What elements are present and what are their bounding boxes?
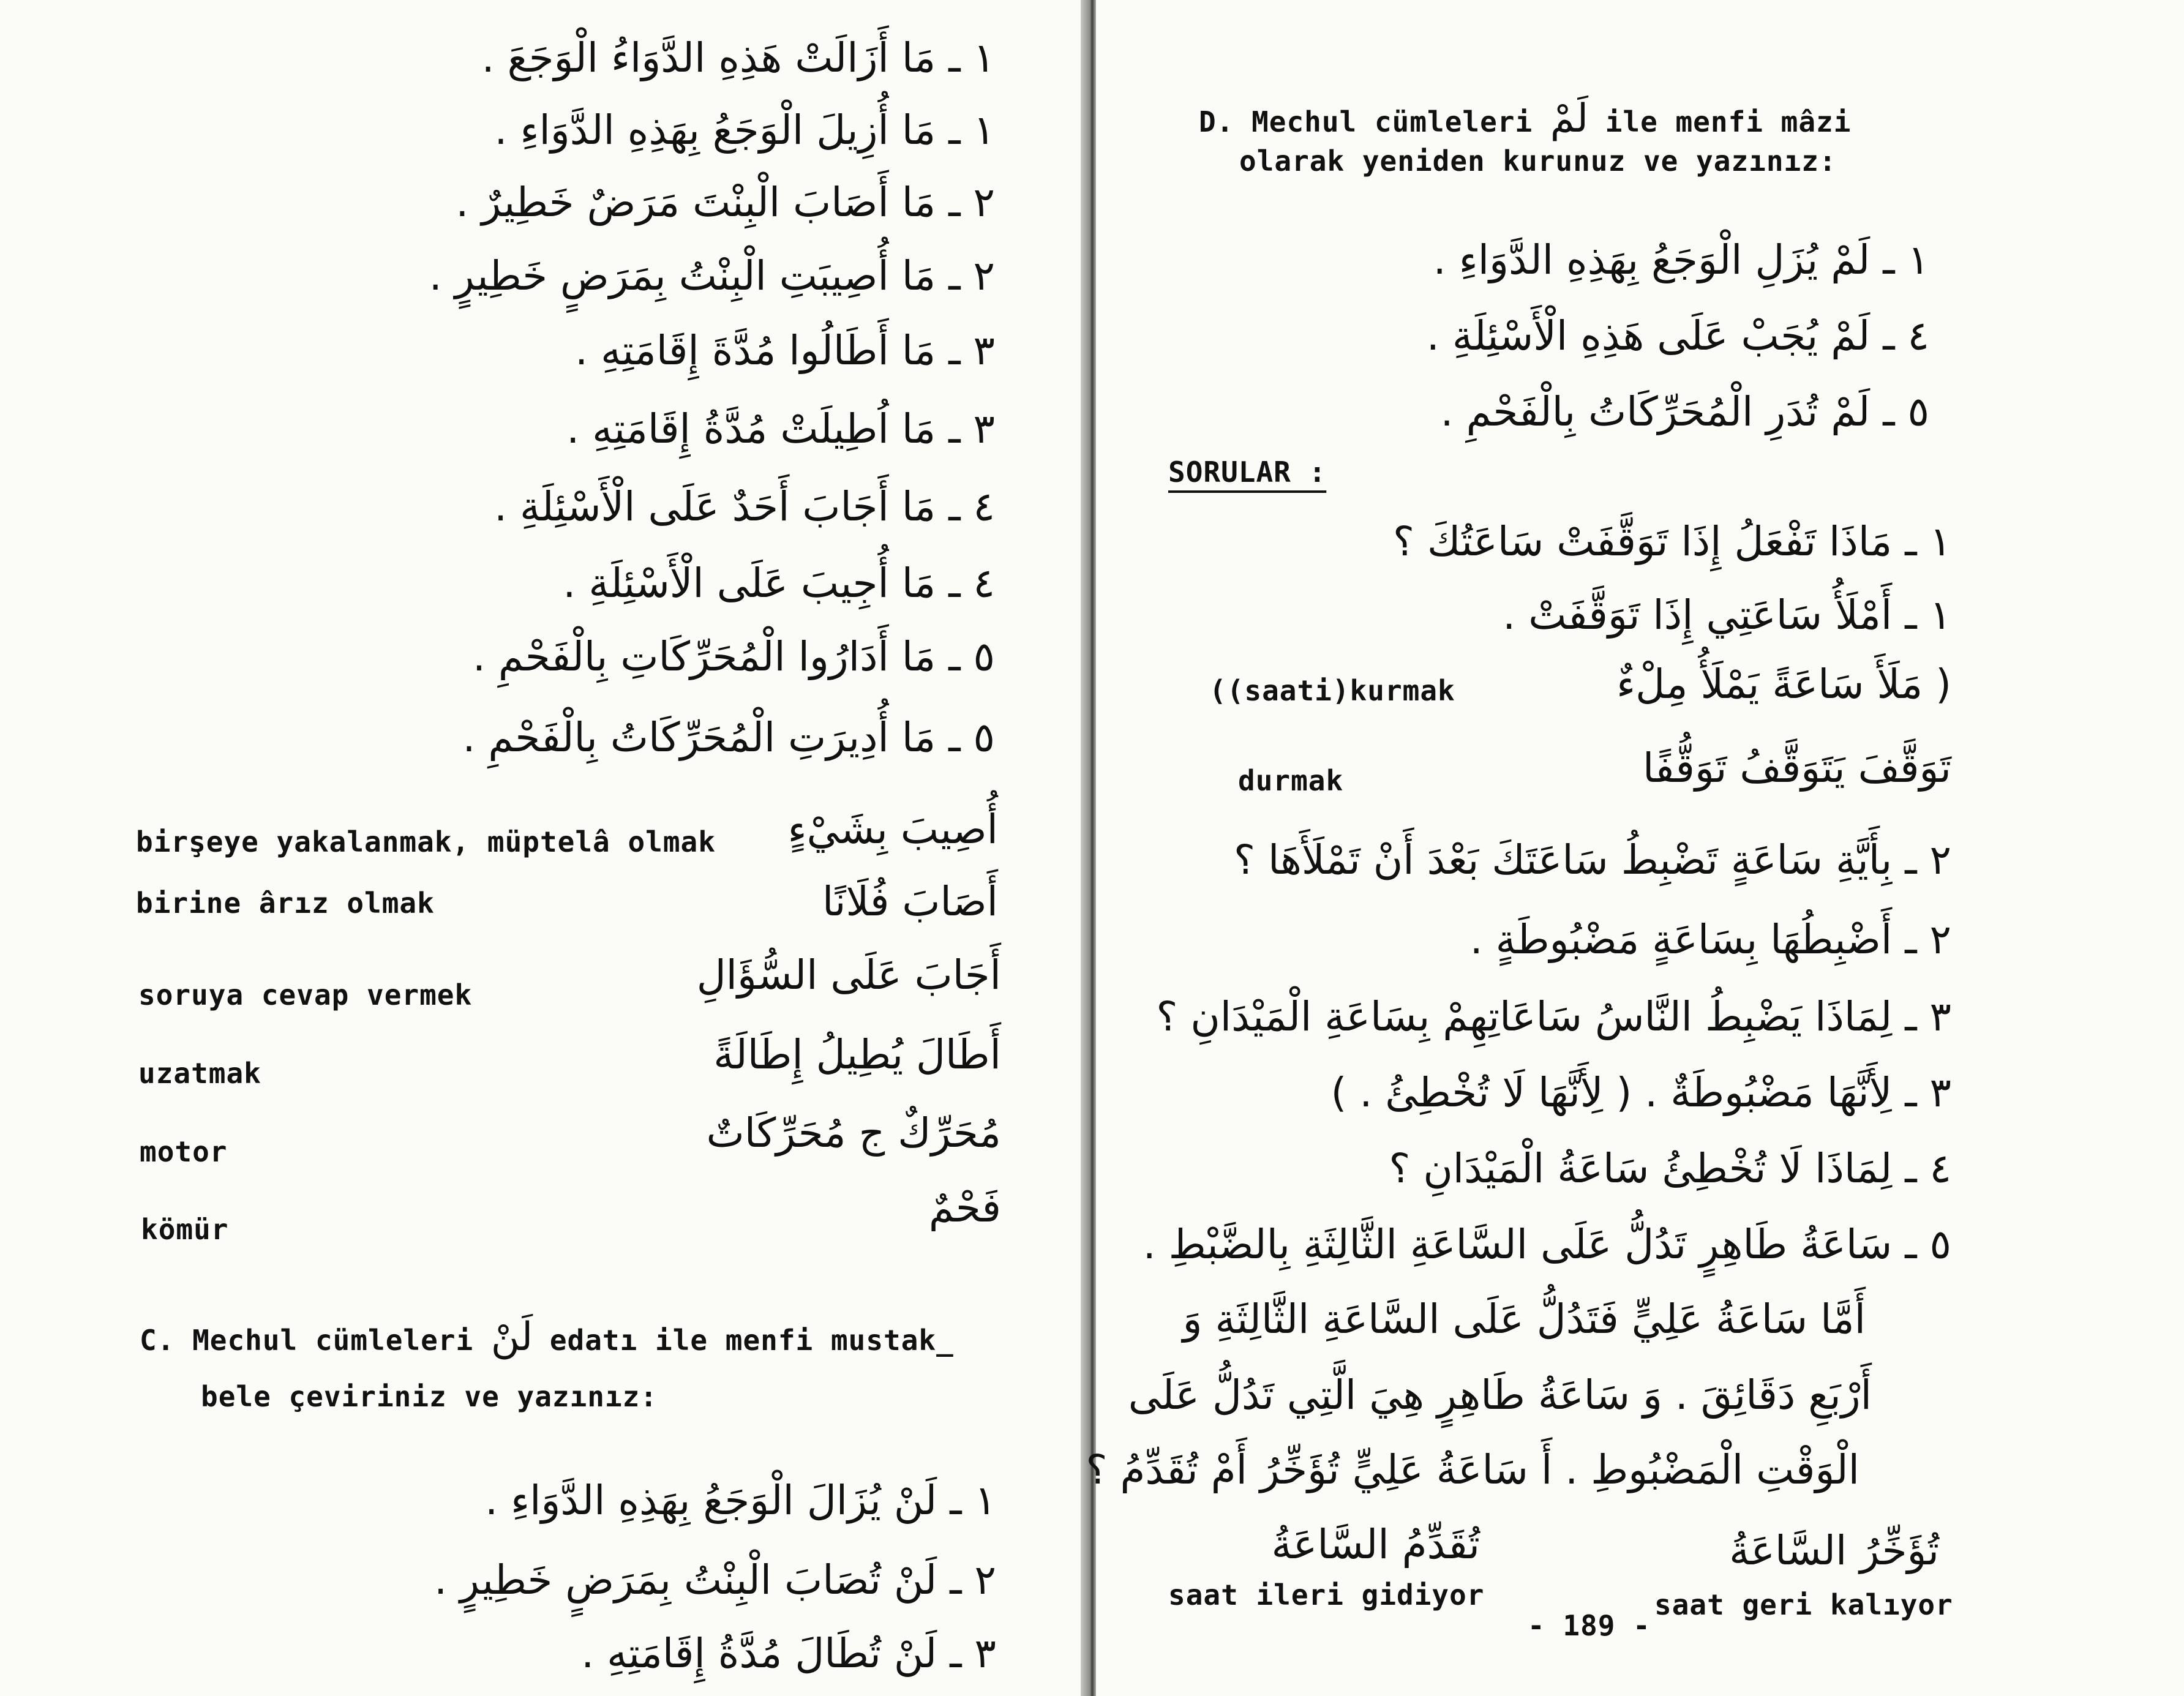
paragraph-5-line: الْوَقْتِ الْمَضْبُوطِ . أَ سَاعَةُ عَلِيٍّ تُؤَخِّرُ أَمْ تُقَدِّمُ ؟ xyxy=(1086,1446,1859,1493)
vocab-turkish: uzatmak xyxy=(138,1057,261,1090)
vocab-geri-turkish: saat geri kalıyor xyxy=(1654,1588,1953,1621)
left-sentence: ١ ـ مَا أَزَالَتْ هَذِهِ الدَّوَاءُ الْوَجَعَ . xyxy=(481,34,995,81)
vocab-turkish: birşeye yakalanmak, müptelâ olmak xyxy=(136,825,716,858)
section-c-instruction: bele çeviriniz ve yazınız: xyxy=(201,1380,658,1413)
question-1: ١ ـ مَاذَا تَفْعَلُ إِذَا تَوَقَّفَتْ سَاعَتُكَ ؟ xyxy=(1392,518,1951,565)
left-sentence: ٣ ـ مَا أَطَالُوا مُدَّةَ إِقَامَتِهِ . xyxy=(575,327,995,374)
d-sentence: ٥ ـ لَمْ تُدَرِ الْمُحَرِّكَاتُ بِالْفَحْمِ . xyxy=(1440,388,1929,435)
section-d-label: D. Mechul cümleleri xyxy=(1199,105,1533,138)
section-d-instruction: olarak yeniden kurunuz ve yazınız: xyxy=(1239,144,1837,178)
vocab-ileri-turkish: saat ileri gidiyor xyxy=(1168,1578,1485,1612)
section-d-heading xyxy=(1199,96,1852,141)
left-sentence: ٤ ـ مَا أُجِيبَ عَلَى الْأَسْئِلَةِ . xyxy=(563,560,995,607)
vocab-arabic: أَصَابَ فُلَانًا xyxy=(822,878,998,925)
vocab-turkish: motor xyxy=(140,1135,228,1168)
d-sentence: ٤ ـ لَمْ يُجَبْ عَلَى هَذِهِ الْأَسْئِلَةِ . xyxy=(1426,312,1929,359)
vocab-geri-arabic: تُؤَخِّرُ السَّاعَةُ xyxy=(1729,1527,1939,1574)
section-d-arabic-particle: لَمْ xyxy=(1550,96,1588,141)
question-3: ٣ ـ لِمَاذَا يَضْبِطُ النَّاسُ سَاعَاتِهِمْ بِسَاعَةِ الْمَيْدَانِ ؟ xyxy=(1156,993,1951,1040)
answer-1: ١ ـ أَمْلَأُ سَاعَتِي إِذَا تَوَقَّفَتْ . xyxy=(1503,591,1951,639)
question-5: ٥ ـ سَاعَةُ طَاهِرٍ تَدُلُّ عَلَى السَّاعَةِ الثَّالِثَةِ بِالضَّبْطِ . xyxy=(1143,1221,1951,1268)
sorular-heading: SORULAR : xyxy=(1168,456,1327,489)
left-sentence: ٢ ـ مَا أُصِيبَتِ الْبِنْتُ بِمَرَضٍ خَطِيرٍ . xyxy=(429,252,995,299)
section-c-arabic-particle: لَنْ xyxy=(490,1315,533,1360)
vocab-arabic: مُحَرِّكٌ ج مُحَرِّكَاتٌ xyxy=(706,1109,1001,1157)
section-c-label: C. Mechul cümleleri xyxy=(140,1324,474,1357)
paragraph-5-line: أَمَّا سَاعَةُ عَلِيٍّ فَتَدُلُّ عَلَى السَّاعَةِ الثَّالِثَةِ وَ xyxy=(1182,1296,1866,1343)
vocab-kurmak-turkish: ((saati)kurmak xyxy=(1209,674,1455,707)
paragraph-5-line: أَرْبَعِ دَقَائِقَ . وَ سَاعَةُ طَاهِرٍ هِيَ الَّتِي تَدُلُّ عَلَى xyxy=(1128,1371,1872,1419)
vocab-arabic: فَحْمٌ xyxy=(928,1184,1001,1231)
answer-2: ٢ ـ أَضْبِطُهَا بِسَاعَةٍ مَضْبُوطَةٍ . xyxy=(1469,916,1951,963)
left-sentence: ٤ ـ مَا أَجَابَ أَحَدٌ عَلَى الْأَسْئِلَةِ . xyxy=(494,483,995,530)
vocab-arabic: أَجَابَ عَلَى السُّؤَالِ xyxy=(696,951,1001,999)
left-sentence: ٣ ـ مَا اُطِيلَتْ مُدَّةُ إِقَامَتِهِ . xyxy=(566,405,995,452)
c-sentence: ١ ـ لَنْ يُزَالَ الْوَجَعُ بِهَذِهِ الدَّوَاءِ . xyxy=(485,1477,996,1524)
vocab-turkish: soruya cevap vermek xyxy=(138,978,473,1011)
vocab-kurmak-arabic: ( مَلَأَ سَاعَةً يَمْلَأُ مِلْءٌ xyxy=(1616,661,1951,708)
d-sentence: ١ ـ لَمْ يُزَلِ الْوَجَعُ بِهَذِهِ الدَّوَاءِ . xyxy=(1433,236,1929,283)
left-sentence: ٢ ـ مَا أَصَابَ الْبِنْتَ مَرَضٌ خَطِيرٌ . xyxy=(456,179,995,226)
vocab-arabic: أَطَالَ يُطِيلُ إِطَالَةً xyxy=(713,1031,1001,1078)
answer-3: ٣ ـ لِأَنَّهَا مَضْبُوطَةٌ . ( لِأَنَّهَا لَا تُخْطِئُ . ) xyxy=(1330,1069,1951,1116)
vocab-durmak-arabic: تَوَقَّفَ يَتَوَقَّفُ تَوَقُّفًا xyxy=(1642,745,1951,792)
vocab-turkish: birine ârız olmak xyxy=(136,887,435,920)
section-c-heading xyxy=(140,1315,954,1360)
right-page xyxy=(1086,0,2184,1696)
vocab-durmak-turkish: durmak xyxy=(1238,764,1344,797)
page-number: - 189 - xyxy=(1528,1609,1651,1642)
section-c-label-rest: edatı ile menfi mustak_ xyxy=(549,1324,954,1357)
vocab-ileri-arabic: تُقَدِّمُ السَّاعَةُ xyxy=(1271,1521,1480,1568)
left-sentence: ١ ـ مَا أُزِيلَ الْوَجَعُ بِهَذِهِ الدَّوَاءِ . xyxy=(494,107,995,154)
vocab-arabic: أُصِيبَ بِشَيْءٍ xyxy=(787,806,998,853)
left-sentence: ٥ ـ مَا أُدِيرَتِ الْمُحَرِّكَاتُ بِالْفَحْمِ . xyxy=(462,714,995,761)
question-4: ٤ ـ لِمَاذَا لَا تُخْطِئُ سَاعَةُ الْمَيْدَانِ ؟ xyxy=(1389,1145,1951,1192)
question-2: ٢ ـ بِأَيَّةِ سَاعَةٍ تَضْبِطُ سَاعَتَكَ بَعْدَ أَنْ تَمْلَأَهَا ؟ xyxy=(1233,836,1951,884)
section-d-label-rest: ile menfi mâzi xyxy=(1605,105,1852,138)
left-page xyxy=(0,0,1087,1696)
vocab-turkish: kömür xyxy=(141,1213,229,1246)
left-sentence: ٥ ـ مَا أَدَارُوا الْمُحَرِّكَاتِ بِالْفَحْمِ . xyxy=(472,633,995,680)
c-sentence: ٢ ـ لَنْ تُصَابَ الْبِنْتُ بِمَرَضٍ خَطِيرٍ . xyxy=(434,1556,996,1604)
c-sentence: ٣ ـ لَنْ تُطَالَ مُدَّةُ إِقَامَتِهِ . xyxy=(581,1630,996,1677)
